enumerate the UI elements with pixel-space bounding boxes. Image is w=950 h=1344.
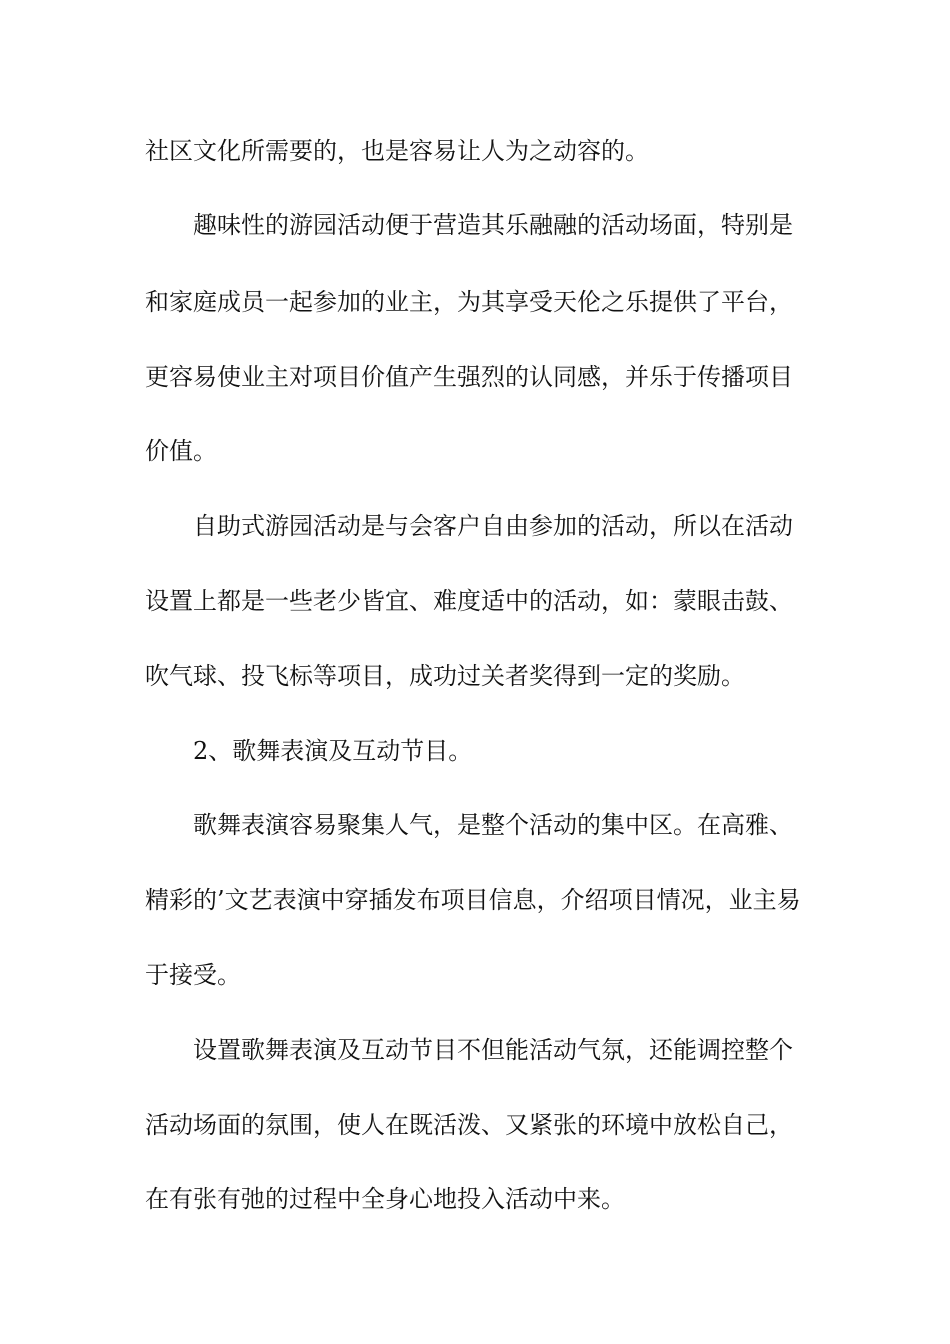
text-line: 和家庭成员一起参加的业主，为其享受天伦之乐提供了平台， <box>145 288 793 316</box>
text-line: 在有张有弛的过程中全身心地投入活动中来。 <box>145 1185 625 1213</box>
text-line: 价值。 <box>145 437 217 465</box>
text-line: 社区文化所需要的，也是容易让人为之动容的。 <box>145 137 649 165</box>
paragraph-first-line: 自助式游园活动是与会客户自由参加的活动，所以在活动 <box>193 512 793 540</box>
text-line: 更容易使业主对项目价值产生强烈的认同感，并乐于传播项目 <box>145 363 793 391</box>
section-heading: 2、歌舞表演及互动节目。 <box>193 737 473 765</box>
text-line: 精彩的’文艺表演中穿插发布项目信息，介绍项目情况，业主易 <box>145 886 801 914</box>
paragraph-first-line: 设置歌舞表演及互动节目不但能活动气氛，还能调控整个 <box>193 1036 793 1064</box>
paragraph-first-line: 歌舞表演容易聚集人气，是整个活动的集中区。在高雅、 <box>193 811 793 839</box>
text-line: 设置上都是一些老少皆宜、难度适中的活动，如：蒙眼击鼓、 <box>145 587 793 615</box>
text-line: 于接受。 <box>145 961 241 989</box>
paragraph-first-line: 趣味性的游园活动便于营造其乐融融的活动场面，特别是 <box>193 211 793 239</box>
text-line: 吹气球、投飞标等项目，成功过关者奖得到一定的奖励。 <box>145 662 745 690</box>
text-line: 活动场面的氛围，使人在既活泼、又紧张的环境中放松自己， <box>145 1111 793 1139</box>
